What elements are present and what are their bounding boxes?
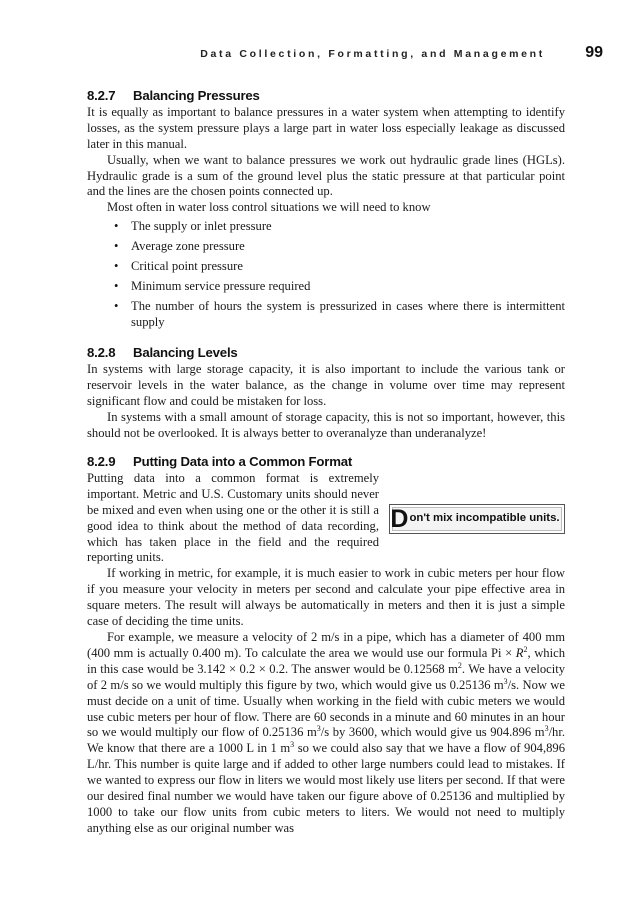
list-item — [87, 259, 565, 275]
list-item-text: The number of hours the system is pressurized in cases where there is intermittent supply — [131, 298, 565, 329]
running-title: Data Collection, Formatting, and Management — [200, 48, 545, 60]
list-item-text: The supply or inlet pressure — [131, 219, 272, 234]
list-item-text: Minimum service pressure required — [131, 278, 311, 293]
section-heading — [87, 454, 565, 470]
bullet-icon: • — [114, 278, 119, 293]
text-run: /s. Now we must decide on a unit of time. Usually when working in the field with cubic meters we would use cubic meters per hour of flow. There are 60 seconds in a minute and 60 minutes in an hour so we would multiply our flow of 0.25136 m — [87, 677, 565, 740]
text-run: so we could also say that we have a flow of 904,896 L/hr. This number is quite large and if added to other large numbers could lead to mistakes. If we wanted to express our flow in liters we would most likely use liters per second. If that were our desired final number we would have taken our figure above of 0.25136 and multiplied by 1000 to take our flow units from cubic meters to liters. We would not need to multiply anything else as our original number was — [87, 741, 565, 835]
section-heading — [87, 345, 565, 361]
superscript: 2 — [523, 644, 528, 654]
section-number: 8.2.8 — [87, 345, 116, 360]
list-item — [87, 219, 565, 235]
paragraph: In systems with large storage capacity, it is also important to include the various tank or reservoir levels in the water balance, as the change in volume over time may represent significant flow and could be mistaken for loss. — [87, 361, 565, 408]
section-title: Balancing Levels — [133, 345, 238, 360]
list-item-text: Average zone pressure — [131, 239, 245, 254]
section-balancing-pressures — [87, 88, 565, 335]
superscript: 2 — [457, 660, 462, 670]
text-run: /hr. We know that there are a 1000 L in 1 m — [87, 725, 566, 756]
paragraph: It is equally as important to balance pressures in a water system when attempting to identify losses, as the system pressure plays a large part in water loss especially leakage as discussed later in this manual. — [87, 104, 565, 151]
text-run: For example, we measure a velocity of 2 m/s in a pipe, which has a diameter of 400 mm (400 mm is actually 0.400 m). To calculate the area we would use our formula Pi × — [87, 629, 565, 660]
superscript: 3 — [316, 724, 321, 734]
paragraph: If working in metric, for example, it is much easier to work in cubic meters per hour flow if you measure your velocity in meters per second and calculate your pipe effective area in square meters. The result will always be automatically in meters and then it is just a simple case of deciding the time units. — [87, 566, 565, 629]
section-common-format — [87, 454, 565, 837]
page-number: 99 — [585, 44, 603, 61]
section-number: 8.2.9 — [87, 454, 116, 469]
bullet-list — [87, 219, 565, 330]
superscript: 3 — [544, 724, 549, 734]
bullet-icon: • — [114, 239, 119, 254]
bullet-icon: • — [114, 298, 119, 313]
bullet-icon: • — [114, 259, 119, 274]
bullet-icon: • — [114, 219, 119, 234]
section-heading — [87, 88, 565, 104]
section-number: 8.2.7 — [87, 88, 116, 103]
text-run: R — [515, 645, 524, 660]
superscript: 3 — [503, 676, 508, 686]
paragraph: Most often in water loss control situations we will need to know — [107, 200, 431, 215]
running-head — [87, 44, 603, 68]
callout-box — [389, 504, 565, 534]
text-run: /s by 3600, which would give us 904.896 m — [320, 725, 545, 740]
paragraph: Putting data into a common format is extremely important. Metric and U.S. Customary units should never be mixed and even when using one or the other it is still a good idea to think about the method of data recording, which has taken place in the field and the required reporting units. — [87, 470, 379, 565]
text-run: , which in this case would be 3.142 × 0.2 × 0.2. The answer would be 0.12568 m — [87, 645, 565, 676]
section-title: Balancing Pressures — [133, 88, 260, 103]
list-item-text: Critical point pressure — [131, 259, 243, 274]
section-title: Putting Data into a Common Format — [133, 454, 353, 469]
callout-dropcap: D — [390, 504, 409, 533]
text-run: . We have a velocity of 2 m/s so we would multiply this figure by two, which would give us 0.25136 m — [87, 661, 565, 692]
section-balancing-levels — [87, 345, 565, 441]
list-item — [87, 299, 565, 331]
list-item — [87, 239, 565, 255]
callout-text: on't mix incompatible units. — [409, 511, 560, 524]
paragraph: In systems with a small amount of storage capacity, this is not so important, however, this should not be overlooked. It is always better to overanalyze than underanalyze! — [87, 409, 565, 440]
list-item — [87, 279, 565, 295]
paragraph — [87, 630, 565, 837]
superscript: 3 — [290, 740, 295, 750]
paragraph: Usually, when we want to balance pressures we work out hydraulic grade lines (HGLs). Hydraulic grade is a sum of the ground level plus the static pressure at that particular point and the lines are the chosen points connected up. — [87, 152, 565, 199]
